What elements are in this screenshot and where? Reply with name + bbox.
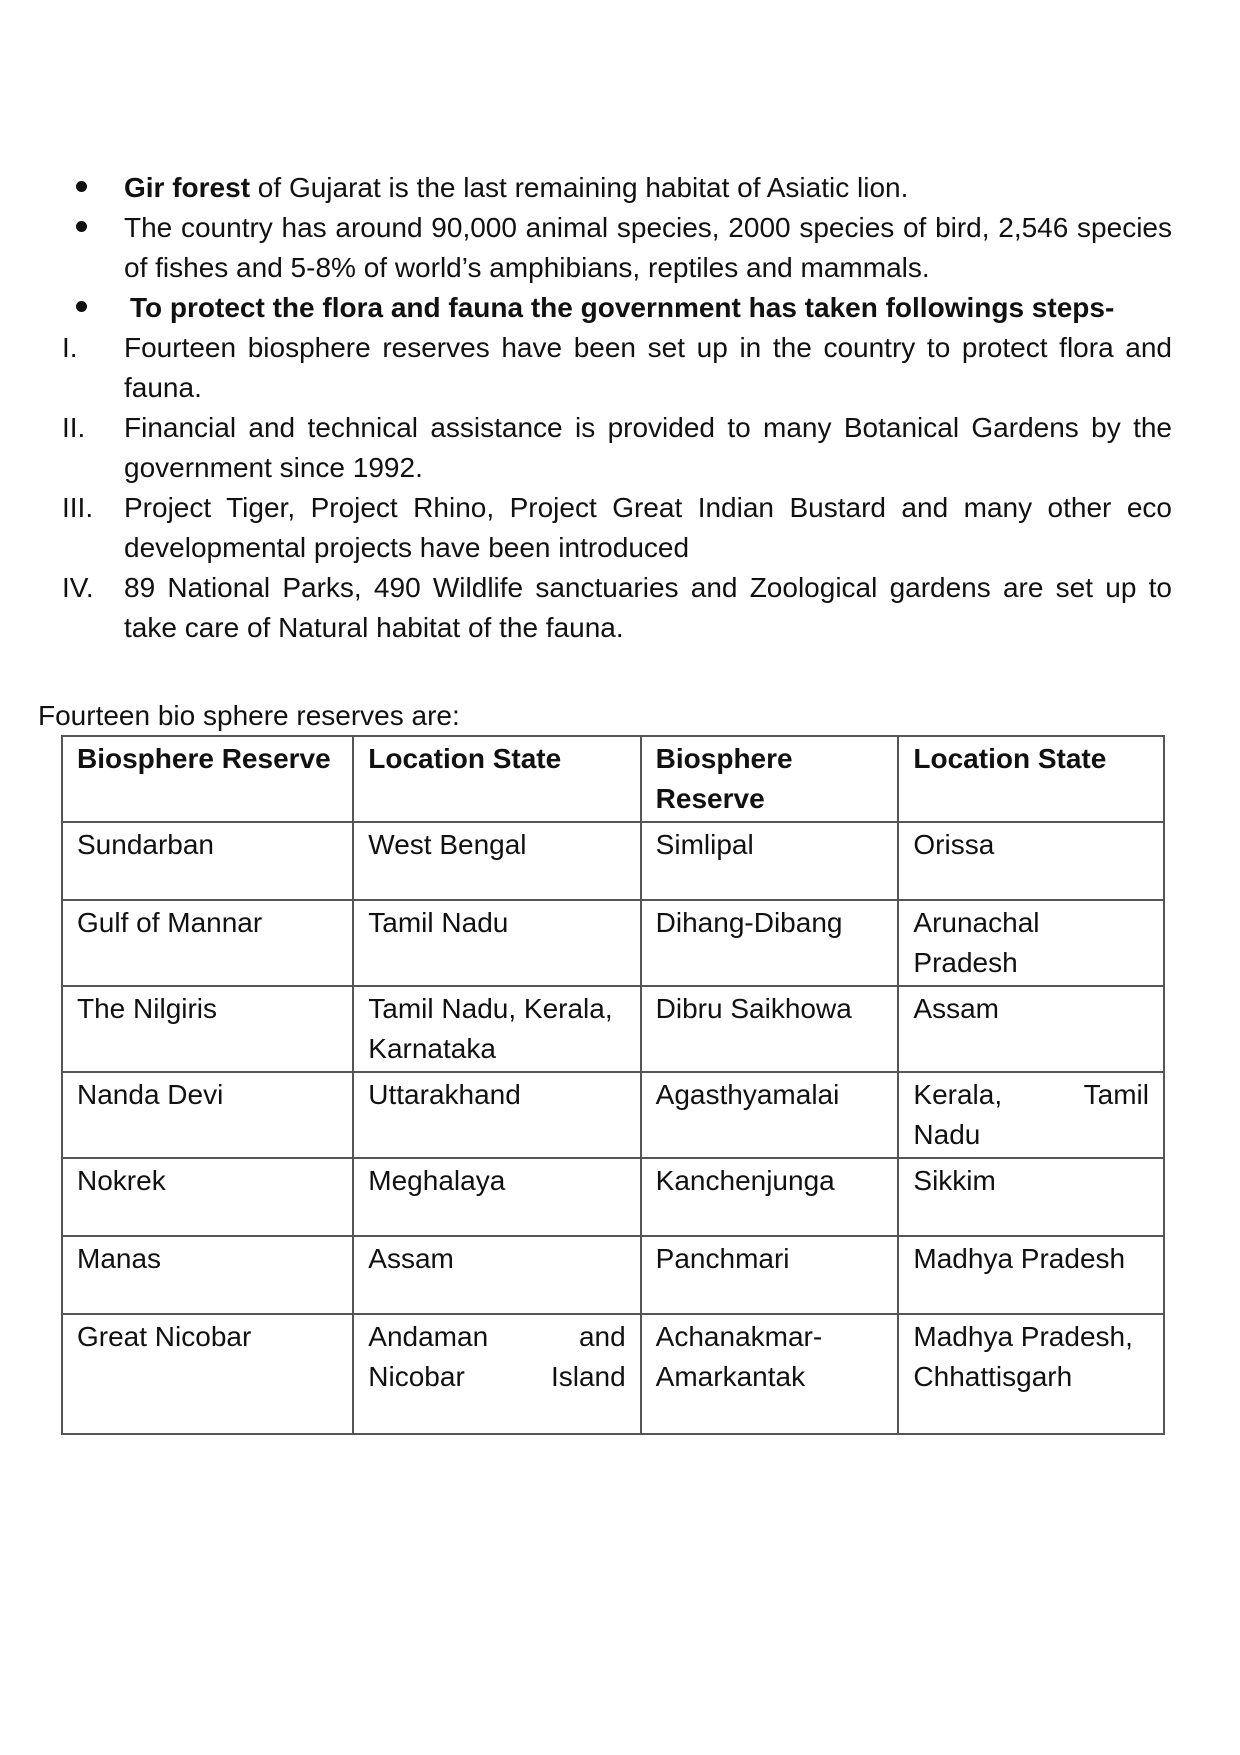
table-cell: Orissa — [898, 822, 1164, 900]
step-text: Financial and technical assistance is provided to many Botanical Gardens by the government since 1992. — [124, 412, 1172, 483]
table-cell: Dihang-Dibang — [641, 900, 899, 986]
table-cell: Uttarakhand — [353, 1072, 640, 1158]
step-item-3 — [62, 488, 1172, 568]
table-row — [62, 822, 1164, 900]
table-row — [62, 900, 1164, 986]
biosphere-reserves-table — [61, 735, 1165, 1435]
table-cell: Manas — [62, 1236, 353, 1314]
table-cell: Achanakmar-Amarkantak — [641, 1314, 899, 1434]
table-row — [62, 1236, 1164, 1314]
facts-list — [62, 168, 1172, 648]
bullet-text: of Gujarat is the last remaining habitat of Asiatic lion. — [250, 172, 909, 203]
header-cell: Biosphere Reserve — [641, 736, 899, 822]
step-item-4 — [62, 568, 1172, 648]
table-cell: Gulf of Mannar — [62, 900, 353, 986]
header-cell: Location State — [898, 736, 1164, 822]
step-text: Project Tiger, Project Rhino, Project Great Indian Bustard and many other eco developmental projects have been introduced — [124, 492, 1172, 563]
header-cell: Location State — [353, 736, 640, 822]
step-numeral: III. — [62, 492, 94, 523]
table-cell: Sikkim — [898, 1158, 1164, 1236]
step-text: 89 National Parks, 490 Wildlife sanctuaries and Zoological gardens are set up to take care of Natural habitat of the fauna. — [124, 572, 1172, 643]
table-caption: Fourteen bio sphere reserves are: — [38, 700, 460, 731]
bullet-item-protection-heading — [62, 288, 1172, 328]
table-cell: Great Nicobar — [62, 1314, 353, 1434]
table-cell: Nanda Devi — [62, 1072, 353, 1158]
bullet-bold-text: To protect the flora and fauna the government has taken followings steps- — [130, 292, 1115, 323]
bullet-item-gir-forest — [62, 168, 1172, 208]
step-numeral: I. — [62, 332, 78, 363]
table-cell: Assam — [898, 986, 1164, 1072]
header-cell: Biosphere Reserve — [62, 736, 353, 822]
table-cell: Simlipal — [641, 822, 899, 900]
bullet-icon — [62, 288, 118, 328]
table-cell: Tamil Nadu — [353, 900, 640, 986]
bullet-item-species — [62, 208, 1172, 288]
table-cell: The Nilgiris — [62, 986, 353, 1072]
table-cell: Arunachal Pradesh — [898, 900, 1164, 986]
table-row — [62, 1158, 1164, 1236]
step-text: Fourteen biosphere reserves have been set up in the country to protect flora and fauna. — [124, 332, 1172, 403]
table-cell: Tamil Nadu, Kerala, Karnataka — [353, 986, 640, 1072]
table-cell: Kerala, Tamil Nadu — [898, 1072, 1164, 1158]
bullet-text: The country has around 90,000 animal species, 2000 species of bird, 2,546 species of fishes and 5-8% of world’s amphibians, reptiles and mammals. — [124, 212, 1172, 283]
table-cell: Assam — [353, 1236, 640, 1314]
step-item-1 — [62, 328, 1172, 408]
table-cell: Panchmari — [641, 1236, 899, 1314]
table-cell: Kanchenjunga — [641, 1158, 899, 1236]
step-item-2 — [62, 408, 1172, 488]
step-numeral: II. — [62, 412, 86, 443]
table-cell: Dibru Saikhowa — [641, 986, 899, 1072]
bullet-icon — [62, 168, 118, 208]
table-cell: West Bengal — [353, 822, 640, 900]
table-row — [62, 1314, 1164, 1434]
bullet-bold-text: Gir forest — [124, 172, 251, 203]
bullet-icon — [62, 208, 118, 248]
table-cell: Andaman and Nicobar Island — [353, 1314, 640, 1434]
table-cell: Madhya Pradesh — [898, 1236, 1164, 1314]
table-cell: Madhya Pradesh, Chhattisgarh — [898, 1314, 1164, 1434]
table-cell: Nokrek — [62, 1158, 353, 1236]
table-cell: Sundarban — [62, 822, 353, 900]
table-row — [62, 1072, 1164, 1158]
step-numeral: IV. — [62, 572, 94, 603]
table-cell: Meghalaya — [353, 1158, 640, 1236]
table-cell: Agasthyamalai — [641, 1072, 899, 1158]
table-row — [62, 986, 1164, 1072]
table-header-row — [62, 736, 1164, 822]
